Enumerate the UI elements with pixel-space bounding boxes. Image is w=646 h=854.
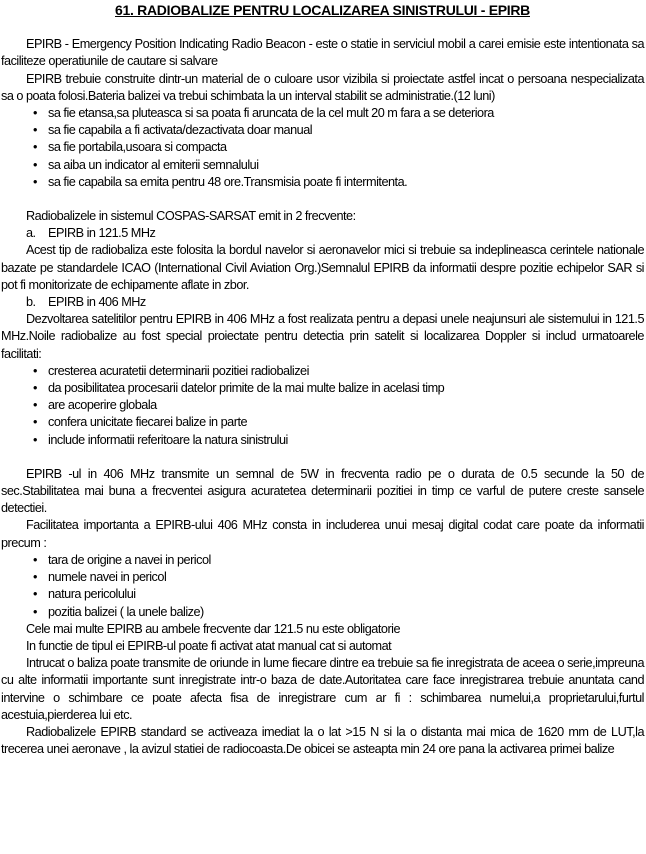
list-item: • sa fie portabila,usoara si compacta (1, 139, 644, 156)
list-item: • confera unicitate fiecarei balize in parte (1, 414, 644, 431)
signal-paragraph: EPIRB -ul in 406 MHz transmite un semnal de 5W in frecventa radio pe o durata de 0.5 secunde la 50 de sec.Stabilitatea mai buna a frecventei asigura acuratetea determinarii pozitiei in timp ce varful de putere creste sansele detectiei. (1, 466, 644, 516)
list-item: • natura pericolului (1, 586, 644, 603)
list-item: • da posibilitatea procesarii datelor primite de la mai multe balize in acelasi timp (1, 380, 644, 397)
list-item: • cresterea acuratetii determinarii pozitiei radiobalizei (1, 363, 644, 380)
freq-b-heading: b. EPIRB in 406 MHz (26, 295, 146, 310)
list-item: • include informatii referitoare la natura sinistrului (1, 432, 644, 449)
list-item: • sa aiba un indicator al emiterii semnalului (1, 157, 644, 174)
list-item: • pozitia balizei ( la unele balize) (1, 604, 644, 621)
bullet-icon: • (33, 587, 37, 602)
list-item: • sa fie etansa,sa pluteasca si sa poata fi aruncata de la cel mult 20 m fara a se deteriora (1, 105, 644, 122)
bullet-icon: • (33, 140, 37, 155)
list-item: • sa fie capabila sa emita pentru 48 ore.Transmisia poate fi intermitenta. (1, 174, 644, 191)
freq-a-heading: a. EPIRB in 121.5 MHz (26, 226, 156, 241)
activation-type-note: In functie de tipul ei EPIRB-ul poate fi activat atat manual cat si automat (26, 638, 392, 653)
list-item: • are acoperire globala (1, 397, 644, 414)
activation-paragraph: Radiobalizele EPIRB standard se activeaza imediat la o lat >15 N si la o distanta mai mica de 1620 mm de LUT,la trecerea unei aeronave , la avizul statiei de radiocoasta.De obicei se asteapta min 24 ore pana la activarea primei balize (1, 724, 644, 757)
requirements-list (1, 105, 644, 191)
list-item: • sa fie capabila a fi activata/dezactivata doar manual (1, 122, 644, 139)
bullet-icon: • (33, 381, 37, 396)
freq-a-paragraph: Acest tip de radiobaliza este folosita la bordul navelor si aeronavelor mici si trebuie sa indeplineasca cerintele nationale bazate pe standardele ICAO (International Civil Aviation Org.)Semnalul EPIRB da informatii despre pozitie echipelor SAR si pot fi monitorizate de echipamente aflate in zbor. (1, 243, 644, 292)
bullet-icon: • (33, 432, 37, 447)
registration-paragraph: Intrucat o baliza poate transmite de oriunde in lume fiecare dintre ea trebuie sa fie inregistrata de aceea o serie,impreuna cu alte informatii importante sunt inregistrate intr-o baza de date.Autoritatea care face inregistrarea trebuie anuntata cand intervine o schimbare ce poate afecta fisa de inregistrare cum ar fi : schimbarea numelui,a proprietarului,furtul acestuia,pierderea lui etc. (1, 656, 644, 722)
bullet-icon: • (33, 415, 37, 430)
message-info-list (1, 552, 644, 621)
facilities-list (1, 363, 644, 449)
spacer (1, 449, 644, 466)
intro-paragraph-2: EPIRB trebuie construite dintr-un material de o culoare usor vizibila si proiectate astfel incat o persoana nespecializata sa o poata folosi.Bateria balizei va trebui schimbata la un interval stabilit se administratie.(12 luni) (1, 71, 644, 103)
document-title: 61. RADIOBALIZE PENTRU LOCALIZAREA SINISTRULUI - EPIRB (115, 2, 530, 18)
freq-b-paragraph: Dezvoltarea satelitilor pentru EPIRB in 406 MHz a fost realizata pentru a depasi unele neajunsuri ale sistemului in 121.5 MHz.Noile radiobalize au fost special proiectate pentru detectia prin satelit si localizarea Doppler si includ urmatoarele facilitati: (1, 312, 644, 361)
bullet-icon: • (33, 570, 37, 585)
frequencies-note: Cele mai multe EPIRB au ambele frecvente dar 121.5 nu este obligatorie (26, 621, 401, 636)
bullet-icon: • (33, 604, 37, 619)
facility-paragraph: Facilitatea importanta a EPIRB-ului 406 MHz consta in includerea unui mesaj digital codat care poate da informatii precum : (1, 518, 644, 550)
bullet-icon: • (33, 398, 37, 413)
bullet-icon: • (33, 174, 37, 189)
intro-paragraph-1: EPIRB - Emergency Position Indicating Radio Beacon - este o statie in serviciul mobil a carei emisie este intentionata sa faciliteze operatiunile de cautare si salvare (1, 37, 644, 69)
list-item: • numele navei in pericol (1, 569, 644, 586)
bullet-icon: • (33, 363, 37, 378)
bullet-icon: • (33, 552, 37, 567)
bullet-icon: • (33, 157, 37, 172)
bullet-icon: • (33, 106, 37, 121)
bullet-icon: • (33, 123, 37, 138)
cospas-intro: Radiobalizele in sistemul COSPAS-SARSAT emit in 2 frecvente: (26, 209, 356, 224)
spacer (1, 191, 644, 208)
list-item: • tara de origine a navei in pericol (1, 552, 644, 569)
